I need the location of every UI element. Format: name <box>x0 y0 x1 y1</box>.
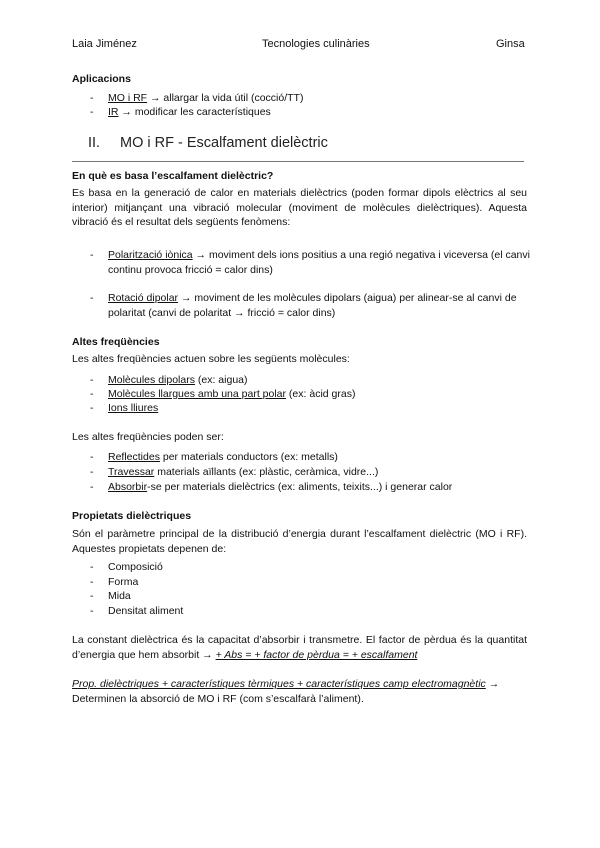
section-heading <box>88 135 328 151</box>
section-divider <box>72 161 524 162</box>
absorption-paragraph <box>72 677 527 706</box>
absorption-text: Determinen la absorció de MO i RF (com s’escalfarà l’aliment). <box>72 692 364 705</box>
header-course: Tecnologies culinàries <box>262 38 370 50</box>
molecule-item: - Molècules dipolars (ex: aigua) <box>90 374 248 386</box>
property-item: - Forma <box>90 575 530 590</box>
propietats-paragraph: Són el paràmetre principal de la distribució d’energia durant l’escalfament dielèctric (MO i RF). Aquestes propietats depenen de: <box>72 528 527 555</box>
phenomenon-desc: → moviment de les molècules dipolars (aigua) per alinear-se al canvi de polaritat (canvi de polaritat → fricció = calor dins) <box>108 292 517 319</box>
frequency-type-term: Reflectides <box>108 451 160 463</box>
header-author: Laia Jiménez <box>72 38 137 50</box>
aplicacions-desc: → modificar les característiques <box>118 106 271 118</box>
frequency-type-item: - Travessar materials aïllants (ex: plàstic, ceràmica, vidre...) <box>90 466 379 478</box>
aplicacions-item: - IR → modificar les característiques <box>90 106 271 118</box>
molecule-item: - Ions lliures <box>90 402 159 414</box>
molecule-desc: (ex: aigua) <box>194 374 248 386</box>
molecule-term: Molècules llargues amb una part polar <box>108 388 287 400</box>
aplicacions-item: - MO i RF → allargar la vida útil (cocció/TT) <box>90 92 304 104</box>
property-label: Mida <box>108 590 131 602</box>
frequency-type-term: Travessar <box>108 466 155 478</box>
property-label: Densitat aliment <box>108 605 184 617</box>
molecule-term: Ions lliures <box>108 402 159 414</box>
property-item: - Mida <box>90 589 530 604</box>
altes-intro-types: Les altes freqüències poden ser: <box>72 431 224 443</box>
dielectric-constant-formula: + Abs = + factor de pèrdua = + escalfament <box>215 648 418 661</box>
molecule-term: Molècules dipolars <box>108 374 195 386</box>
property-label: Forma <box>108 576 139 588</box>
molecule-desc: (ex: àcid gras) <box>286 388 356 400</box>
altes-intro-molecules: Les altes freqüències actuen sobre les següents molècules: <box>72 353 350 365</box>
propietats-heading: Propietats dielèctriques <box>72 510 192 522</box>
phenomenon-term: Polarització iònica <box>108 249 193 261</box>
frequency-type-item: - Absorbir-se per materials dielèctrics (ex: aliments, teixits...) i generar calor <box>90 481 453 493</box>
phenomenon-item: - Rotació dipolar → moviment de les molècules dipolars (aigua) per alinear-se al canvi de polaritat (canvi de polaritat → fricció = calor dins) <box>90 292 517 319</box>
absorption-formula: Prop. dielèctriques + característiques tèrmiques + característiques camp electromagnètic <box>72 678 486 690</box>
phenomenon-item: - Polarització iònica → moviment dels ions positius a una regió negativa i viceversa (el canvi continu provoca fricció = calor dins) <box>90 249 530 276</box>
frequency-type-desc: -se per materials dielèctrics (ex: aliments, teixits...) i generar calor <box>147 481 453 493</box>
aplicacions-term: MO i RF <box>108 92 148 104</box>
altes-heading: Altes freqüències <box>72 336 160 348</box>
frequency-type-desc: materials aïllants (ex: plàstic, ceràmica, vidre...) <box>154 466 379 478</box>
molecule-item: - Molècules llargues amb una part polar (ex: àcid gras) <box>90 388 356 400</box>
property-item: - Composició <box>90 560 530 575</box>
header-school: Ginsa <box>496 38 525 50</box>
absorption-arrow: → <box>485 678 500 690</box>
dielectric-constant-text: La constant dielèctrica és la capacitat d’absorbir i transmetre. El factor de pèrdua és la quantitat d’energia que hem absorbit → <box>72 634 527 661</box>
phenomenon-term: Rotació dipolar <box>108 292 179 304</box>
aplicacions-desc: → allargar la vida útil (cocció/TT) <box>147 92 304 104</box>
property-label: Composició <box>108 561 163 573</box>
frequency-type-item: - Reflectides per materials conductors (ex: metalls) <box>90 451 338 463</box>
aplicacions-term: IR <box>108 106 119 118</box>
section-number: II. <box>88 135 101 151</box>
frequency-type-desc: per materials conductors (ex: metalls) <box>159 451 338 463</box>
section-title: MO i RF - Escalfament dielèctric <box>120 135 328 151</box>
what-is-paragraph: Es basa en la generació de calor en materials dielèctrics (poden formar dipols elèctrics al seu interior) mitjançant una vibració molecular (moviment de molècules dielèctriques). Aquesta vibració és el resultat dels següents fenòmens: <box>72 187 527 229</box>
property-item: - Densitat aliment <box>90 604 530 619</box>
aplicacions-heading: Aplicacions <box>72 73 131 85</box>
what-is-heading: En què es basa l’escalfament dielèctric? <box>72 170 274 182</box>
phenomenon-desc: → moviment dels ions positius a una regió negativa i viceversa (el canvi continu provoca fricció = calor dins) <box>108 249 530 276</box>
dielectric-constant-paragraph <box>72 633 527 662</box>
frequency-type-term: Absorbir <box>108 481 148 493</box>
